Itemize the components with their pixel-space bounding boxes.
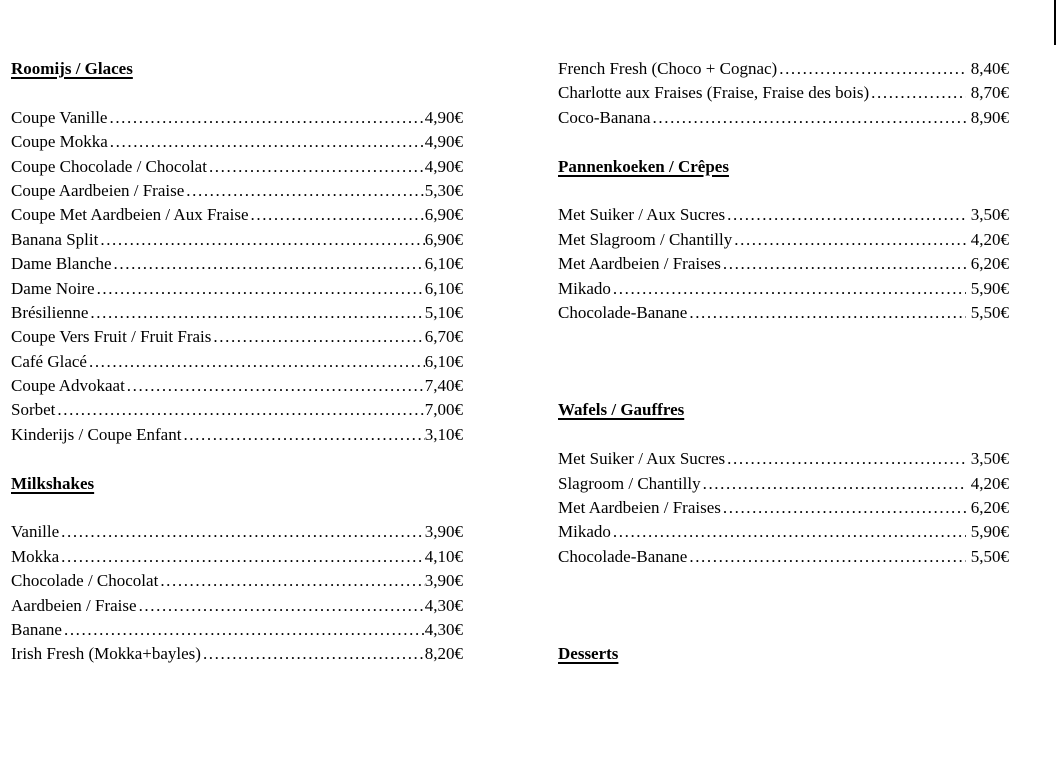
menu-column-left — [11, 57, 463, 667]
menu-item-price: 5,10€ — [424, 302, 463, 322]
dot-leader — [689, 545, 965, 569]
menu-item-price: 6,90€ — [424, 205, 463, 225]
dot-leader — [127, 374, 425, 398]
dot-leader — [727, 447, 966, 471]
menu-item-price: 4,90€ — [424, 132, 463, 152]
section-heading-row — [558, 155, 1009, 179]
menu-item-name: Chocolade / Chocolat — [11, 571, 159, 591]
menu-item-price: 3,50€ — [970, 449, 1009, 469]
menu-section — [11, 472, 463, 667]
menu-item-name: Met Slagroom / Chantilly — [558, 229, 733, 249]
menu-item-price: 7,00€ — [424, 400, 463, 420]
dot-leader — [61, 520, 425, 544]
menu-item-name: Met Aardbeien / Fraises — [558, 254, 721, 274]
menu-item — [558, 545, 1009, 569]
dot-leader — [203, 642, 425, 666]
menu-item-price: 4,30€ — [424, 619, 463, 639]
menu-item — [11, 520, 463, 544]
menu-item-price: 5,90€ — [970, 522, 1009, 542]
menu-item — [558, 106, 1009, 130]
menu-item-name: Coupe Chocolade / Chocolat — [11, 156, 207, 176]
menu-item-price: 7,40€ — [424, 376, 463, 396]
dot-leader — [139, 594, 425, 618]
menu-item-price: 3,10€ — [424, 424, 463, 444]
menu-item — [11, 594, 463, 618]
menu-item — [558, 252, 1009, 276]
menu-item-price: 8,70€ — [970, 83, 1009, 103]
section-heading-row — [11, 57, 463, 81]
section-heading-row — [558, 398, 1009, 422]
menu-item — [11, 325, 463, 349]
menu-item — [11, 374, 463, 398]
menu-item — [11, 130, 463, 154]
menu-item-name: Kinderijs / Coupe Enfant — [11, 424, 182, 444]
dot-leader — [100, 228, 424, 252]
menu-item-price: 4,90€ — [424, 156, 463, 176]
menu-item-name: Coupe Vers Fruit / Fruit Frais — [11, 327, 212, 347]
section-heading-row — [11, 472, 463, 496]
dot-leader — [110, 130, 425, 154]
menu-item-name: Met Aardbeien / Fraises — [558, 498, 721, 518]
menu-section — [558, 642, 1009, 666]
dot-leader — [727, 203, 966, 227]
blank-line — [558, 423, 1009, 447]
menu-item-name: French Fresh (Choco + Cognac) — [558, 59, 778, 78]
menu-item-name: Coupe Vanille — [11, 107, 108, 127]
menu-item-price: 3,90€ — [424, 571, 463, 591]
dot-leader — [734, 228, 966, 252]
menu-item — [558, 447, 1009, 471]
dot-leader — [64, 618, 425, 642]
section-heading: Desserts — [558, 644, 619, 664]
menu-item-price: 4,20€ — [970, 229, 1009, 249]
dot-leader — [613, 520, 966, 544]
menu-item — [558, 496, 1009, 520]
menu-item-name: Chocolade-Banane — [558, 302, 688, 322]
dot-leader — [183, 423, 424, 447]
menu-section — [558, 398, 1009, 569]
menu-item-price: 8,90€ — [970, 107, 1009, 127]
menu-item-name: Sorbet — [11, 400, 56, 420]
dot-leader — [653, 106, 966, 130]
menu-item — [11, 618, 463, 642]
menu-item — [11, 179, 463, 203]
menu-item-price: 3,50€ — [970, 205, 1009, 225]
menu-item-name: Irish Fresh (Mokka+bayles) — [11, 644, 201, 664]
menu-item — [11, 155, 463, 179]
menu-item-price: 8,20€ — [424, 644, 463, 664]
menu-item-name: Mikado — [558, 278, 611, 298]
dot-leader — [779, 57, 966, 81]
dot-leader — [61, 545, 425, 569]
menu-item — [558, 472, 1009, 496]
menu-item — [11, 350, 463, 374]
menu-item — [11, 301, 463, 325]
menu-item-price: 6,10€ — [424, 351, 463, 371]
menu-item — [11, 545, 463, 569]
menu-item-price: 4,90€ — [424, 107, 463, 127]
dot-leader — [57, 398, 424, 422]
menu-item-price: 4,10€ — [424, 546, 463, 566]
dot-leader — [213, 325, 424, 349]
menu-item-name: Mokka — [11, 546, 60, 566]
menu-item-price: 4,30€ — [424, 595, 463, 615]
menu-item-name: Coco-Banana — [558, 107, 651, 127]
menu-section — [558, 155, 1009, 326]
menu-item — [558, 81, 1009, 105]
section-heading: Milkshakes — [11, 473, 95, 493]
dot-leader — [90, 301, 424, 325]
menu-item-name: Coupe Met Aardbeien / Aux Fraise — [11, 205, 249, 225]
dot-leader — [209, 155, 425, 179]
menu-item-name: Dame Blanche — [11, 254, 112, 274]
menu-item — [11, 252, 463, 276]
menu-item-price: 6,90€ — [424, 229, 463, 249]
menu-item-price: 6,20€ — [970, 498, 1009, 518]
dot-leader — [89, 350, 425, 374]
dot-leader — [251, 203, 425, 227]
blank-line — [11, 496, 463, 520]
menu-item-price: 4,20€ — [970, 473, 1009, 493]
menu-item — [558, 520, 1009, 544]
dot-leader — [613, 277, 966, 301]
menu-item-name: Met Suiker / Aux Sucres — [558, 449, 726, 469]
menu-column-right — [558, 57, 1009, 667]
menu-item-name: Coupe Mokka — [11, 132, 108, 152]
section-heading: Roomijs / Glaces — [11, 59, 133, 78]
section-heading: Wafels / Gauffres — [558, 400, 685, 420]
dot-leader — [160, 569, 424, 593]
menu-item-name: Slagroom / Chantilly — [558, 473, 701, 493]
menu-item-price: 5,30€ — [424, 180, 463, 200]
menu-item-price: 6,20€ — [970, 254, 1009, 274]
menu-item-name: Coupe Advokaat — [11, 376, 125, 396]
blank-line — [558, 179, 1009, 203]
menu-item — [11, 423, 463, 447]
dot-leader — [97, 277, 425, 301]
menu-item-name: Mikado — [558, 522, 611, 542]
menu-item — [11, 203, 463, 227]
menu-item-name: Met Suiker / Aux Sucres — [558, 205, 726, 225]
menu-item-price: 6,10€ — [424, 254, 463, 274]
menu-item-name: Vanille — [11, 522, 60, 542]
menu-item — [11, 642, 463, 666]
menu-item — [11, 569, 463, 593]
menu-item — [11, 398, 463, 422]
menu-item-price: 8,40€ — [970, 59, 1009, 78]
menu-item-name: Brésilienne — [11, 302, 89, 322]
dot-leader — [723, 496, 966, 520]
section-heading: Pannenkoeken / Crêpes — [558, 156, 729, 176]
menu-item-name: Café Glacé — [11, 351, 87, 371]
menu-item — [558, 57, 1009, 81]
menu-item — [11, 228, 463, 252]
menu-item-price: 6,70€ — [424, 327, 463, 347]
menu-item-name: Coupe Aardbeien / Fraise — [11, 180, 185, 200]
menu-section — [558, 57, 1009, 130]
menu-item — [558, 203, 1009, 227]
menu-item — [558, 301, 1009, 325]
dot-leader — [114, 252, 425, 276]
menu-item — [11, 106, 463, 130]
menu-item-price: 3,90€ — [424, 522, 463, 542]
menu-item-name: Chocolade-Banane — [558, 546, 688, 566]
menu-item-price: 5,50€ — [970, 302, 1009, 322]
dot-leader — [723, 252, 966, 276]
menu-item-price: 6,10€ — [424, 278, 463, 298]
dot-leader — [109, 106, 424, 130]
section-heading-row — [558, 642, 1009, 666]
blank-line — [11, 81, 463, 105]
menu-item — [11, 277, 463, 301]
dot-leader — [871, 81, 966, 105]
scan-artifact-line — [1054, 0, 1056, 45]
menu-section — [11, 57, 463, 447]
menu-item-price: 5,90€ — [970, 278, 1009, 298]
menu-item-name: Charlotte aux Fraises (Fraise, Fraise des bois) — [558, 83, 870, 103]
dot-leader — [703, 472, 966, 496]
menu-item-name: Dame Noire — [11, 278, 95, 298]
dot-leader — [186, 179, 424, 203]
menu-item-name: Banane — [11, 619, 62, 639]
menu-item-name: Aardbeien / Fraise — [11, 595, 137, 615]
menu-item-name: Banana Split — [11, 229, 99, 249]
menu-item-price: 5,50€ — [970, 546, 1009, 566]
menu-item — [558, 228, 1009, 252]
menu-item — [558, 277, 1009, 301]
dot-leader — [689, 301, 965, 325]
